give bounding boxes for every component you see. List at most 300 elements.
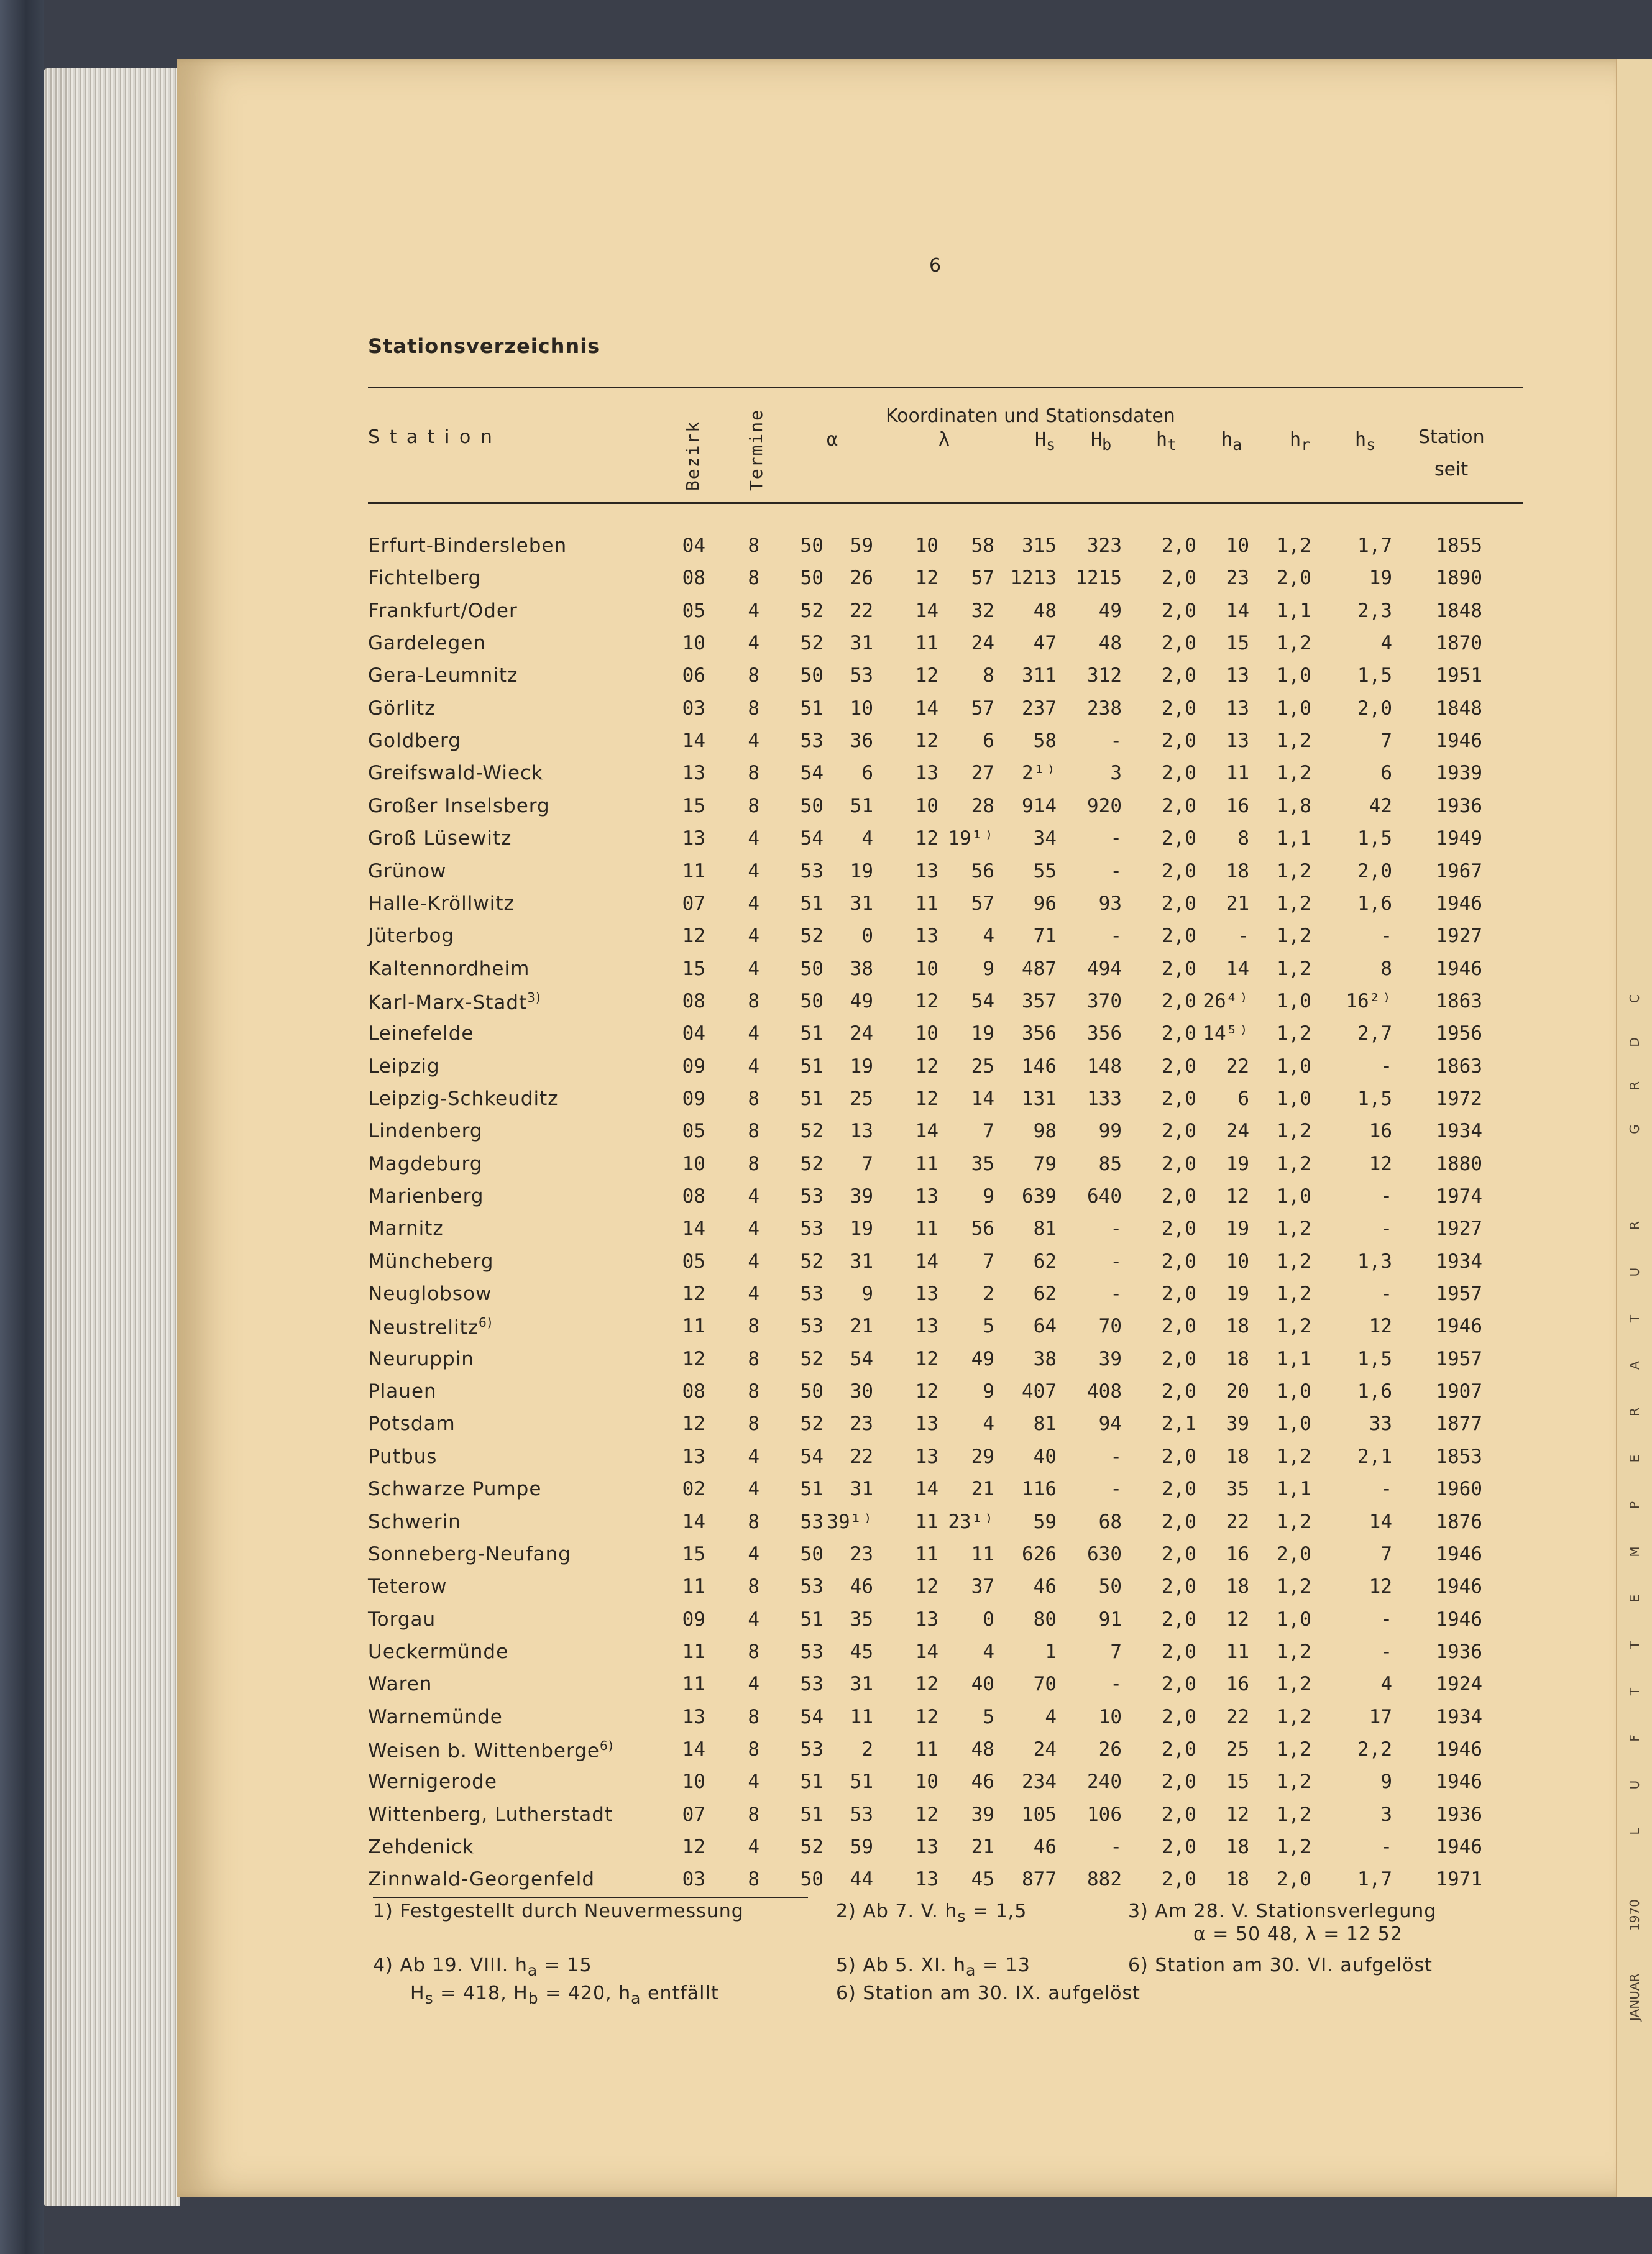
cell-bezirk: 12 — [682, 1283, 705, 1306]
cell-bezirk: 13 — [682, 827, 705, 850]
cell-hb: 640 — [1087, 1185, 1122, 1207]
table-row — [0, 600, 1652, 632]
cell-ht: 2,0 — [1162, 1868, 1196, 1891]
cell-hs: 48 — [1033, 599, 1057, 622]
cell-lambda-deg: 12 — [915, 730, 938, 753]
cell-lambda-min: 9 — [983, 1380, 994, 1403]
cell-lambda-min: 0 — [983, 1608, 994, 1631]
cell-alpha-min: 54 — [850, 1347, 873, 1370]
cell-hr: 2,0 — [1277, 1868, 1311, 1891]
cell-alpha-deg: 54 — [800, 1705, 824, 1728]
col-header-lambda: λ — [938, 429, 950, 451]
cell-termine: 4 — [748, 599, 759, 622]
station-name — [368, 1868, 595, 1890]
cell-lambda-deg: 11 — [915, 1738, 938, 1761]
cell-alpha-min: 51 — [850, 794, 873, 817]
cell-alpha-min: 38 — [850, 957, 873, 980]
cell-lambda-min: 11 — [971, 1542, 994, 1565]
cell-lambda-min: 19 — [971, 1022, 994, 1045]
cell-ha: 11 — [1226, 1640, 1249, 1663]
cell-lambda-deg: 14 — [915, 1478, 938, 1501]
table-row — [0, 762, 1652, 794]
table-row — [0, 1608, 1652, 1641]
cell-seit: 1946 — [1436, 1315, 1482, 1338]
cell-hs2: 1,6 — [1357, 892, 1392, 915]
cell-seit: 1934 — [1436, 1705, 1482, 1728]
cell-termine: 4 — [748, 957, 759, 980]
cell-hs: 55 — [1033, 859, 1057, 882]
cell-hr: 1,2 — [1277, 730, 1311, 753]
cell-hb: 48 — [1098, 632, 1122, 655]
cell-hs: 81 — [1033, 1413, 1057, 1436]
cell-alpha-min: 4 — [861, 827, 873, 850]
cell-lambda-min: 57 — [971, 567, 994, 590]
cell-lambda-min: 56 — [971, 859, 994, 882]
station-name — [368, 697, 435, 720]
cell-hs2: 2,3 — [1357, 599, 1392, 622]
table-row — [0, 697, 1652, 730]
table-row — [0, 860, 1652, 892]
cell-ha: 10 — [1226, 534, 1249, 557]
table-row — [0, 1217, 1652, 1250]
cell-hr: 1,2 — [1277, 1250, 1311, 1273]
cell-ht: 2,0 — [1162, 1347, 1196, 1370]
cell-bezirk: 12 — [682, 925, 705, 948]
station-footnote-mark: 6) — [599, 1738, 614, 1753]
cell-alpha-deg: 53 — [800, 1673, 824, 1696]
cell-hs: 315 — [1022, 534, 1057, 557]
cell-hr: 1,0 — [1277, 664, 1311, 687]
cell-lambda-min: 5 — [983, 1705, 994, 1728]
cell-bezirk: 15 — [682, 957, 705, 980]
cell-ha: 16 — [1226, 794, 1249, 817]
cell-hs2: 2,1 — [1357, 1445, 1392, 1468]
cell-hb: 133 — [1087, 1087, 1122, 1110]
cell-hs: 357 — [1022, 989, 1057, 1012]
table-row — [0, 1575, 1652, 1608]
cell-termine: 8 — [748, 697, 759, 720]
cell-hr: 1,2 — [1277, 1705, 1311, 1728]
cell-ha: 18 — [1226, 859, 1249, 882]
station-name — [368, 600, 518, 622]
cell-hb: - — [1110, 1250, 1122, 1273]
cell-ht: 2,0 — [1162, 1087, 1196, 1110]
station-name — [368, 1315, 493, 1339]
cell-hs: 407 — [1022, 1380, 1057, 1403]
col-header-hr: $h_r$ — [1290, 429, 1311, 454]
footnote-5: 5) Ab 5. XI. $h_a = 13$ — [836, 1954, 1030, 1979]
cell-termine: 8 — [748, 1738, 759, 1761]
cell-ht: 2,0 — [1162, 1705, 1196, 1728]
cell-lambda-min: 5 — [983, 1315, 994, 1338]
cell-hs: 639 — [1022, 1185, 1057, 1207]
station-name — [368, 1217, 444, 1240]
station-name-text: Wittenberg, Lutherstadt — [368, 1803, 613, 1826]
cell-termine: 8 — [748, 1380, 759, 1403]
cell-termine: 8 — [748, 1705, 759, 1728]
cell-hr: 1,2 — [1277, 1803, 1311, 1826]
cell-alpha-min: 44 — [850, 1868, 873, 1891]
cell-ht: 2,0 — [1162, 1575, 1196, 1598]
side-title-letter: R — [1627, 1221, 1642, 1230]
cell-ht: 2,0 — [1162, 599, 1196, 622]
cell-bezirk: 08 — [682, 567, 705, 590]
station-name-text: Warnemünde — [368, 1705, 503, 1728]
cell-ha: 26⁴⁾ — [1203, 989, 1249, 1012]
table-row — [0, 1771, 1652, 1803]
cell-hr: 1,0 — [1277, 1380, 1311, 1403]
cell-ht: 2,0 — [1162, 1608, 1196, 1631]
table-row — [0, 1380, 1652, 1413]
cell-seit: 1946 — [1436, 1542, 1482, 1565]
cell-ha: 24 — [1226, 1120, 1249, 1143]
cell-ha: 12 — [1226, 1185, 1249, 1207]
cell-lambda-min: 9 — [983, 1185, 994, 1207]
cell-termine: 8 — [748, 1347, 759, 1370]
table-row — [0, 990, 1652, 1022]
cell-hs2: 4 — [1380, 632, 1392, 655]
cell-ha: 18 — [1226, 1868, 1249, 1891]
cell-lambda-min: 37 — [971, 1575, 994, 1598]
cell-lambda-deg: 11 — [915, 1510, 938, 1533]
cell-alpha-deg: 50 — [800, 1542, 824, 1565]
cell-alpha-deg: 51 — [800, 1803, 824, 1826]
cell-alpha-deg: 53 — [800, 1185, 824, 1207]
station-name-text: Zinnwald-Georgenfeld — [368, 1868, 595, 1891]
cell-lambda-deg: 12 — [915, 1705, 938, 1728]
cell-alpha-deg: 53 — [800, 1640, 824, 1663]
cell-hs: 80 — [1033, 1608, 1057, 1631]
station-name-text: Leinefelde — [368, 1022, 474, 1045]
cell-lambda-min: 4 — [983, 925, 994, 948]
cell-hb: 3 — [1110, 762, 1122, 785]
cell-alpha-min: 49 — [850, 989, 873, 1012]
cell-lambda-deg: 11 — [915, 1542, 938, 1565]
cell-hs: 96 — [1033, 892, 1057, 915]
cell-hr: 1,8 — [1277, 794, 1311, 817]
cell-seit: 1946 — [1436, 1771, 1482, 1794]
cell-ha: 18 — [1226, 1836, 1249, 1858]
station-name-text: Frankfurt/Oder — [368, 599, 518, 622]
cell-alpha-deg: 53 — [800, 1510, 824, 1533]
cell-lambda-deg: 12 — [915, 1575, 938, 1598]
cell-lambda-min: 58 — [971, 534, 994, 557]
cell-alpha-min: 11 — [850, 1705, 873, 1728]
side-title-letter: T — [1627, 1314, 1642, 1323]
cell-hr: 1,2 — [1277, 1445, 1311, 1468]
cell-hr: 1,1 — [1277, 1347, 1311, 1370]
cell-alpha-deg: 51 — [800, 892, 824, 915]
cell-hs2: 14 — [1369, 1510, 1392, 1533]
cell-bezirk: 06 — [682, 664, 705, 687]
cell-alpha-min: 31 — [850, 632, 873, 655]
cell-hr: 1,2 — [1277, 1217, 1311, 1240]
cell-ht: 2,0 — [1162, 1022, 1196, 1045]
cell-seit: 1863 — [1436, 989, 1482, 1012]
footnote-4a: 4) Ab 19. VIII. $h_a = 15$ — [373, 1954, 592, 1979]
cell-lambda-deg: 12 — [915, 1347, 938, 1370]
station-name-text: Görlitz — [368, 697, 436, 720]
cell-alpha-deg: 52 — [800, 1347, 824, 1370]
cell-ht: 2,0 — [1162, 1152, 1196, 1175]
cell-ht: 2,0 — [1162, 1803, 1196, 1826]
cell-hr: 1,1 — [1277, 599, 1311, 622]
cell-bezirk: 11 — [682, 1673, 705, 1696]
cell-alpha-deg: 52 — [800, 1413, 824, 1436]
cell-ht: 2,0 — [1162, 957, 1196, 980]
station-name-text: Goldberg — [368, 730, 461, 753]
cell-termine: 8 — [748, 989, 759, 1012]
table-row — [0, 827, 1652, 859]
cell-alpha-deg: 50 — [800, 957, 824, 980]
cell-hr: 1,2 — [1277, 1120, 1311, 1143]
cell-lambda-deg: 13 — [915, 1315, 938, 1338]
cell-hs2: 6 — [1380, 762, 1392, 785]
cell-hb: - — [1110, 859, 1122, 882]
cell-lambda-deg: 13 — [915, 762, 938, 785]
cell-alpha-min: 53 — [850, 664, 873, 687]
cell-alpha-min: 0 — [861, 925, 873, 948]
station-name-text: Müncheberg — [368, 1250, 494, 1273]
station-name — [368, 1250, 493, 1273]
cell-seit: 1951 — [1436, 664, 1482, 687]
cell-hs2: 12 — [1369, 1575, 1392, 1598]
cell-hs: 914 — [1022, 794, 1057, 817]
cell-ha: 18 — [1226, 1575, 1249, 1598]
cell-bezirk: 03 — [682, 697, 705, 720]
side-title-letter: M — [1627, 1546, 1642, 1557]
station-name — [368, 1348, 474, 1370]
cell-bezirk: 15 — [682, 794, 705, 817]
cell-hs2: - — [1380, 1640, 1392, 1663]
cell-seit: 1907 — [1436, 1380, 1482, 1403]
cell-hb: 26 — [1098, 1738, 1122, 1761]
cell-alpha-min: 36 — [850, 730, 873, 753]
table-row — [0, 1413, 1652, 1445]
cell-termine: 4 — [748, 1608, 759, 1631]
cell-ha: 18 — [1226, 1445, 1249, 1468]
cell-lambda-min: 6 — [983, 730, 994, 753]
cell-bezirk: 13 — [682, 1705, 705, 1728]
cell-termine: 8 — [748, 1868, 759, 1891]
side-month: JANUAR — [1627, 1973, 1642, 2021]
cell-hs: 81 — [1033, 1217, 1057, 1240]
cell-seit: 1848 — [1436, 599, 1482, 622]
cell-hb: 10 — [1098, 1705, 1122, 1728]
cell-hs: 34 — [1033, 827, 1057, 850]
station-name — [368, 925, 454, 947]
cell-hs2: - — [1380, 1283, 1392, 1306]
cell-ha: 14 — [1226, 957, 1249, 980]
cell-alpha-deg: 51 — [800, 1055, 824, 1078]
cell-ha: 14⁵⁾ — [1203, 1022, 1249, 1045]
table-row — [0, 1641, 1652, 1673]
cell-termine: 8 — [748, 1413, 759, 1436]
cell-hr: 1,2 — [1277, 1510, 1311, 1533]
station-name — [368, 1706, 503, 1728]
cell-bezirk: 08 — [682, 1185, 705, 1207]
cell-hr: 1,2 — [1277, 1771, 1311, 1794]
cell-hs2: 2,7 — [1357, 1022, 1392, 1045]
table-row — [0, 730, 1652, 762]
cell-ht: 2,0 — [1162, 925, 1196, 948]
cell-ht: 2,0 — [1162, 1055, 1196, 1078]
cell-termine: 8 — [748, 664, 759, 687]
station-name-text: Kaltennordheim — [368, 957, 530, 980]
cell-hs2: 17 — [1369, 1705, 1392, 1728]
side-grd-letter: C — [1627, 994, 1642, 1003]
cell-termine: 4 — [748, 1836, 759, 1858]
cell-seit: 1972 — [1436, 1087, 1482, 1110]
station-name-text: Teterow — [368, 1575, 447, 1598]
cell-hs: 131 — [1022, 1087, 1057, 1110]
cell-hb: 312 — [1087, 664, 1122, 687]
station-name-text: Waren — [368, 1673, 433, 1696]
cell-ha: 39 — [1226, 1413, 1249, 1436]
station-name — [368, 958, 530, 980]
cell-ha: 22 — [1226, 1705, 1249, 1728]
cell-hb: - — [1110, 1836, 1122, 1858]
cell-seit: 1924 — [1436, 1673, 1482, 1696]
cell-hs2: 1,3 — [1357, 1250, 1392, 1273]
station-name — [368, 1445, 437, 1468]
cell-seit: 1939 — [1436, 762, 1482, 785]
cell-hs2: 7 — [1380, 1542, 1392, 1565]
cell-lambda-min: 46 — [971, 1771, 994, 1794]
cell-hs2: - — [1380, 1217, 1392, 1240]
cell-hs2: 3 — [1380, 1803, 1392, 1826]
cell-hs: 71 — [1033, 925, 1057, 948]
cell-ht: 2,0 — [1162, 632, 1196, 655]
side-title-letter: U — [1627, 1267, 1642, 1277]
table-row — [0, 1543, 1652, 1575]
cell-alpha-min: 7 — [861, 1152, 873, 1175]
station-name — [368, 664, 518, 687]
station-name — [368, 795, 550, 817]
cell-lambda-deg: 10 — [915, 794, 938, 817]
cell-ha: 10 — [1226, 1250, 1249, 1273]
side-grd-letter: D — [1627, 1037, 1642, 1047]
cell-lambda-deg: 14 — [915, 1640, 938, 1663]
cell-hs: 116 — [1022, 1478, 1057, 1501]
cell-ha: 13 — [1226, 697, 1249, 720]
station-name-text: Großer Inselsberg — [368, 794, 550, 817]
cell-hs: 1213 — [1010, 567, 1057, 590]
cell-alpha-deg: 53 — [800, 1575, 824, 1598]
cell-hb: - — [1110, 730, 1122, 753]
side-title-letter: P — [1627, 1501, 1642, 1510]
cell-hb: 70 — [1098, 1315, 1122, 1338]
cell-alpha-deg: 54 — [800, 827, 824, 850]
cell-termine: 8 — [748, 1315, 759, 1338]
cell-seit: 1946 — [1436, 730, 1482, 753]
footnote-6b: 6) Station am 30. IX. aufgelöst — [836, 1982, 1140, 2004]
cell-hs: 62 — [1033, 1283, 1057, 1306]
footnote-6a: 6) Station am 30. VI. aufgelöst — [1128, 1954, 1433, 1976]
cell-bezirk: 04 — [682, 1022, 705, 1045]
cell-ht: 2,0 — [1162, 1315, 1196, 1338]
cell-hr: 1,2 — [1277, 1283, 1311, 1306]
cell-seit: 1946 — [1436, 892, 1482, 915]
cell-ht: 2,0 — [1162, 1445, 1196, 1468]
cell-ha: - — [1237, 925, 1249, 948]
station-name-text: Weisen b. Wittenberge — [368, 1739, 600, 1762]
cell-ht: 2,0 — [1162, 827, 1196, 850]
cell-hs: 40 — [1033, 1445, 1057, 1468]
cell-alpha-deg: 52 — [800, 925, 824, 948]
cell-hs: 58 — [1033, 730, 1057, 753]
cell-seit: 1946 — [1436, 957, 1482, 980]
cell-bezirk: 13 — [682, 762, 705, 785]
station-name — [368, 1803, 613, 1826]
cell-alpha-deg: 50 — [800, 664, 824, 687]
cell-ha: 15 — [1226, 1771, 1249, 1794]
cell-seit: 1936 — [1436, 1640, 1482, 1663]
cell-alpha-min: 53 — [850, 1803, 873, 1826]
cell-hb: 148 — [1087, 1055, 1122, 1078]
station-footnote-mark: 6) — [479, 1315, 493, 1331]
cell-hr: 1,0 — [1277, 1087, 1311, 1110]
cell-bezirk: 09 — [682, 1087, 705, 1110]
cell-alpha-min: 23 — [850, 1413, 873, 1436]
cell-lambda-min: 32 — [971, 599, 994, 622]
cell-termine: 8 — [748, 1152, 759, 1175]
cell-hr: 1,2 — [1277, 1836, 1311, 1858]
cell-hr: 1,2 — [1277, 1640, 1311, 1663]
cell-ha: 15 — [1226, 632, 1249, 655]
cell-lambda-deg: 10 — [915, 534, 938, 557]
table-row — [0, 1022, 1652, 1055]
cell-hs2: - — [1380, 1185, 1392, 1207]
cell-alpha-deg: 53 — [800, 1738, 824, 1761]
cell-termine: 4 — [748, 859, 759, 882]
cell-ha: 8 — [1237, 827, 1249, 850]
cell-lambda-min: 14 — [971, 1087, 994, 1110]
cell-bezirk: 11 — [682, 859, 705, 882]
table-row — [0, 1673, 1652, 1705]
cell-ha: 16 — [1226, 1542, 1249, 1565]
side-title-letter: L — [1627, 1828, 1642, 1835]
station-name — [368, 892, 515, 915]
cell-lambda-min: 49 — [971, 1347, 994, 1370]
cell-hs2: 1,7 — [1357, 534, 1392, 557]
cell-hs2: 12 — [1369, 1315, 1392, 1338]
cell-lambda-min: 9 — [983, 957, 994, 980]
cell-alpha-deg: 50 — [800, 1380, 824, 1403]
cell-ha: 23 — [1226, 567, 1249, 590]
cell-termine: 4 — [748, 1673, 759, 1696]
cell-hs: 234 — [1022, 1771, 1057, 1794]
table-row — [0, 1315, 1652, 1347]
cell-alpha-deg: 51 — [800, 1087, 824, 1110]
station-name — [368, 1478, 541, 1500]
cell-hs: 46 — [1033, 1575, 1057, 1598]
cell-ht: 2,0 — [1162, 794, 1196, 817]
cell-seit: 1967 — [1436, 859, 1482, 882]
cell-bezirk: 12 — [682, 1413, 705, 1436]
footnote-rule — [373, 1897, 808, 1898]
cell-hb: 630 — [1087, 1542, 1122, 1565]
table-row — [0, 567, 1652, 599]
cell-seit: 1876 — [1436, 1510, 1482, 1533]
cell-ht: 2,0 — [1162, 1380, 1196, 1403]
cell-lambda-min: 25 — [971, 1055, 994, 1078]
cell-hr: 1,2 — [1277, 925, 1311, 948]
cell-hs: 98 — [1033, 1120, 1057, 1143]
cell-termine: 4 — [748, 1771, 759, 1794]
cell-hs2: - — [1380, 1836, 1392, 1858]
cell-alpha-min: 9 — [861, 1283, 873, 1306]
